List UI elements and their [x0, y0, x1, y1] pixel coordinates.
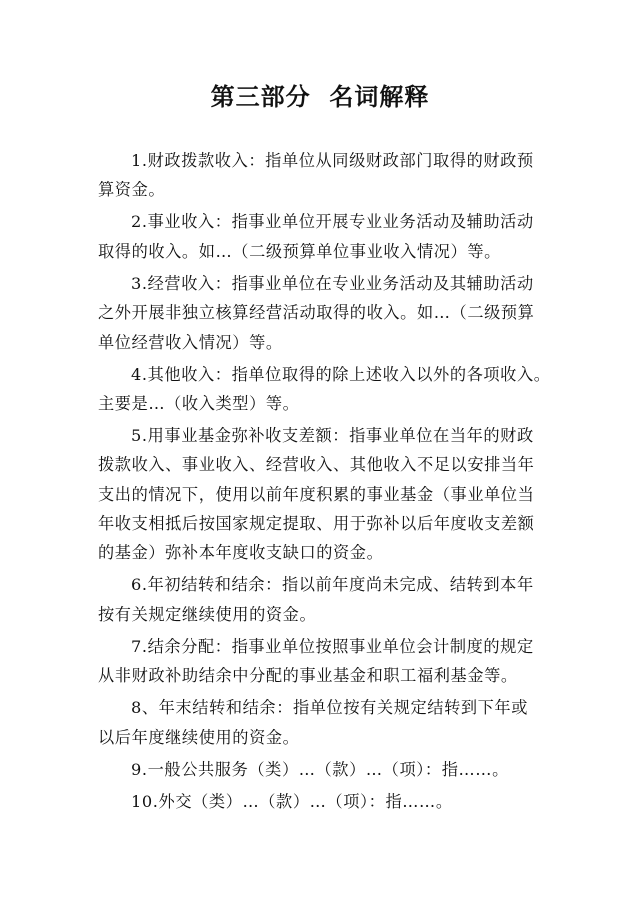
- definition-line: 8、年末结转和结余：指单位按有关规定结转到下年或: [131, 698, 529, 718]
- definition-item-3: [98, 269, 558, 357]
- definition-line: 单位经营收入情况）等。: [98, 332, 283, 352]
- definitions-body: [98, 146, 558, 816]
- definition-line: 5.用事业基金弥补收支差额：指事业单位在当年的财政: [131, 425, 534, 445]
- definition-line: 1.财政拨款收入：指单位从同级财政部门取得的财政预: [131, 151, 534, 170]
- definition-line: 9.一般公共服务（类）…（款）…（项）：指……。: [131, 759, 509, 779]
- definition-item-1: [98, 146, 558, 205]
- definition-line: 以后年度继续使用的资金。: [98, 727, 300, 747]
- definition-line: 取得的收入。如…（二级预算单位事业收入情况）等。: [98, 241, 501, 261]
- definition-line: 从非财政补助结余中分配的事业基金和职工福利基金等。: [98, 666, 518, 686]
- page-title: 第三部分 名词解释: [210, 83, 430, 111]
- definition-line: 3.经营收入：指事业单位在专业业务活动及其辅助活动: [131, 273, 534, 293]
- definition-line: 10.外交（类）…（款）…（项）：指……。: [131, 791, 453, 811]
- definition-line: 的基金）弥补本年度收支缺口的资金。: [98, 543, 384, 563]
- definition-line: 支出的情况下，使用以前年度积累的事业基金（事业单位当: [98, 484, 535, 504]
- definition-line: 拨款收入、事业收入、经营收入、其他收入不足以安排当年: [98, 455, 535, 475]
- definition-line: 年收支相抵后按国家规定提取、用于弥补以后年度收支差额: [98, 514, 535, 534]
- definition-item-7: [98, 632, 558, 691]
- definition-item-2: [98, 207, 558, 266]
- definition-line: 4.其他收入：指单位取得的除上述收入以外的各项收入。: [131, 364, 551, 384]
- definition-line: 主要是…（收入类型）等。: [98, 393, 300, 413]
- definition-line: 之外开展非独立核算经营活动取得的收入。如…（二级预算: [98, 303, 535, 323]
- definition-item-10: [98, 787, 558, 816]
- definition-line: 6.年初结转和结余：指以前年度尚未完成、结转到本年: [131, 575, 534, 595]
- definition-item-4: [98, 360, 558, 419]
- definition-line: 算资金。: [98, 180, 166, 200]
- definition-line: 7.结余分配：指事业单位按照事业单位会计制度的规定: [131, 636, 534, 656]
- definition-line: 2.事业收入：指事业单位开展专业业务活动及辅助活动: [131, 212, 534, 232]
- definition-item-9: [98, 755, 558, 784]
- definition-line: 按有关规定继续使用的资金。: [98, 604, 317, 624]
- definition-item-6: [98, 570, 558, 629]
- definition-item-8: [98, 693, 558, 752]
- definition-item-5: [98, 421, 558, 568]
